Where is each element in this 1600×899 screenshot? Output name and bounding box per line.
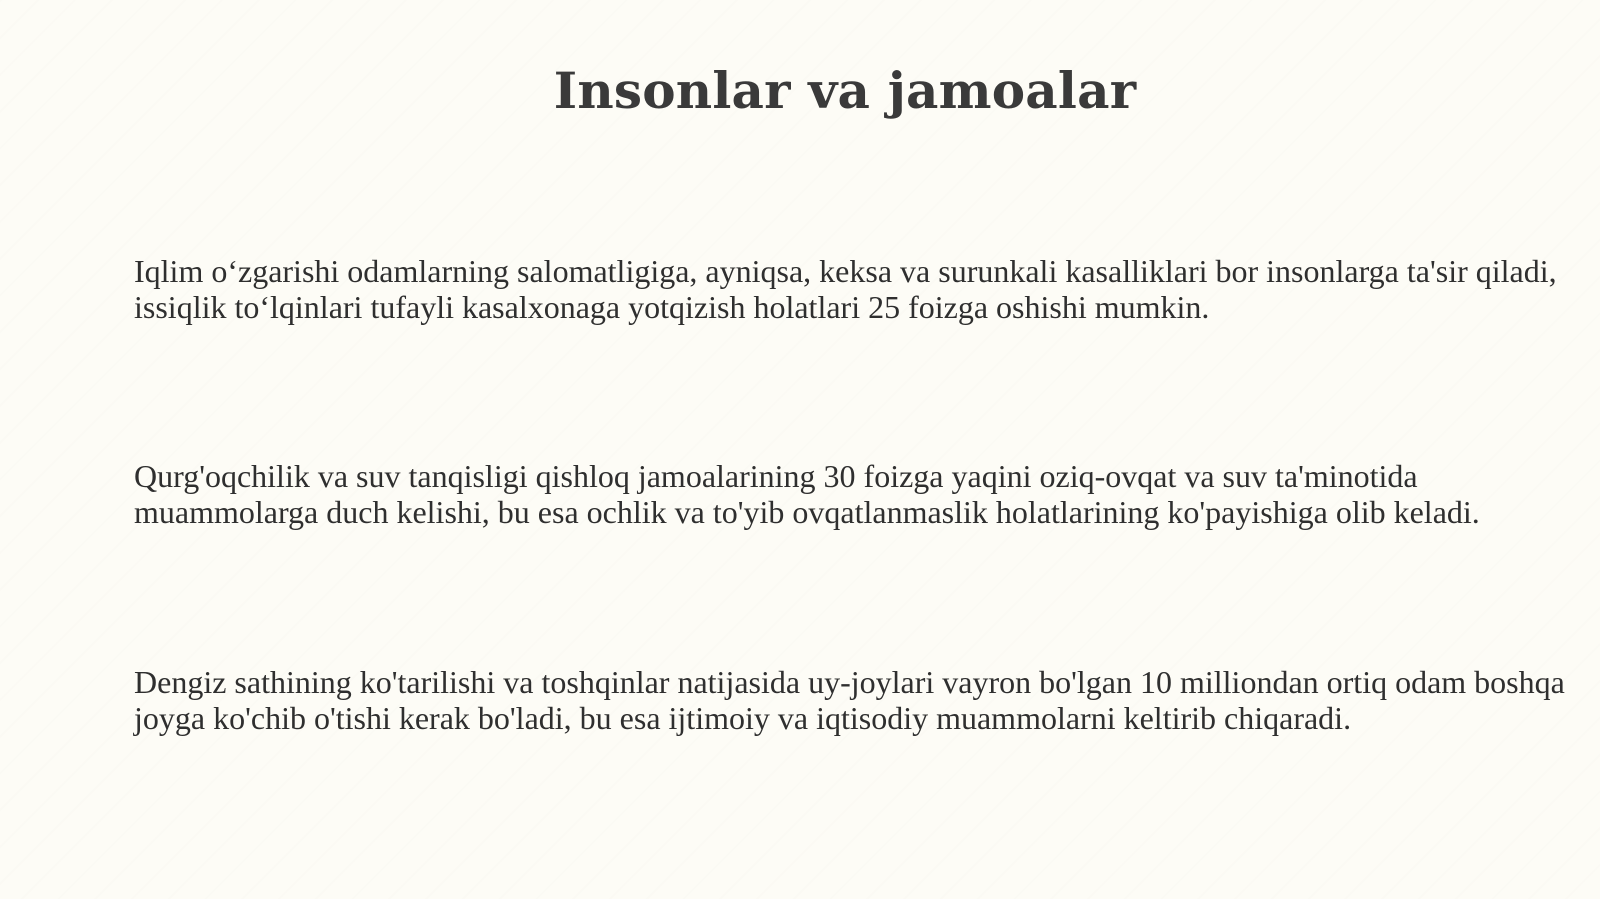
paragraph-sea-level-impact: Dengiz sathining ko'tarilishi va toshqinlar natijasida uy-joylari vayron bo'lgan 10 milliondan ortiq odam boshqa joyga ko'chib o'tishi kerak bo'ladi, bu esa ijtimoiy va iqtisodiy muammolarni keltirib chiqaradi. xyxy=(134,664,1565,736)
slide-title: Insonlar va jamoalar xyxy=(553,61,1137,120)
paragraph-health-impact: Iqlim o‘zgarishi odamlarning salomatligiga, ayniqsa, keksa va surunkali kasalliklari bor insonlarga ta'sir qiladi, issiqlik to‘lqinlari tufayli kasalxonaga yotqizish holatlari 25 foizga oshishi mumkin. xyxy=(134,253,1557,325)
paragraph-drought-impact: Qurg'oqchilik va suv tanqisligi qishloq jamoalarining 30 foizga yaqini oziq-ovqat va suv ta'minotida muammolarga duch kelishi, bu esa ochlik va to'yib ovqatlanmaslik holatlarining ko'payishiga olib keladi. xyxy=(134,458,1480,530)
